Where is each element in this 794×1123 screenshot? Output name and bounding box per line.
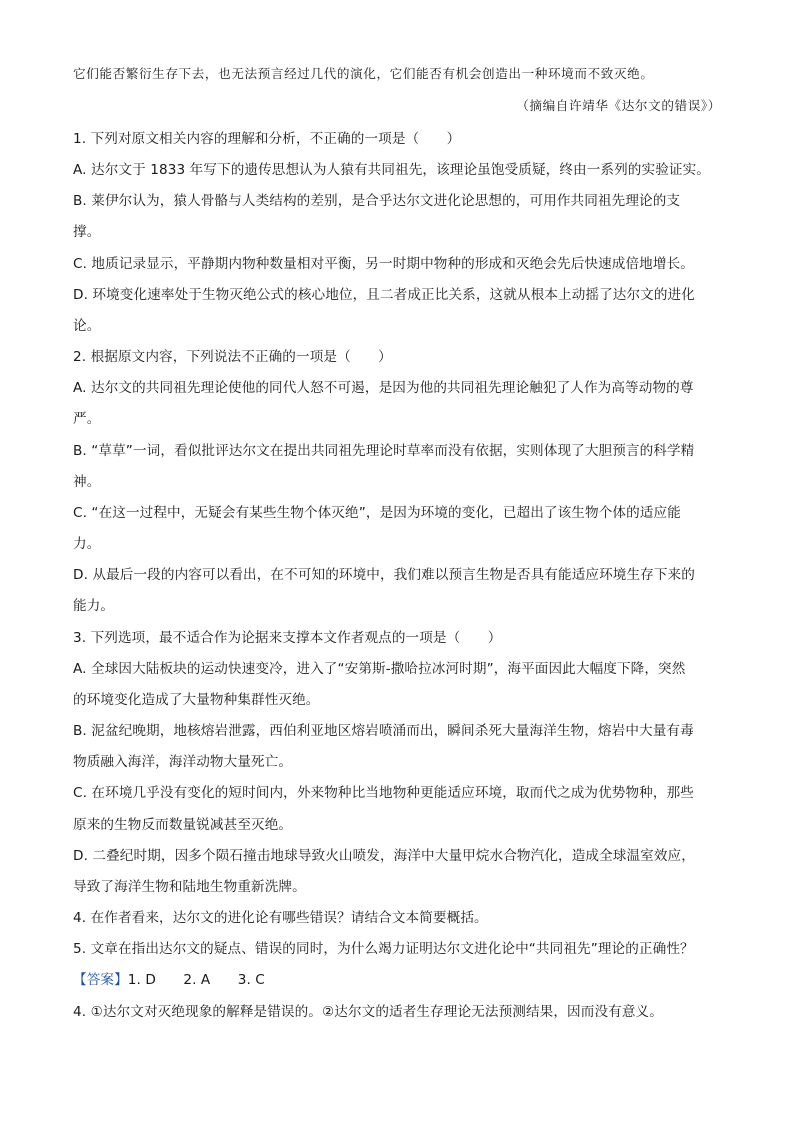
question-2-option-d: D. 从最后一段的内容可以看出，在不可知的环境中，我们难以预言生物是否具有能适应环境生存下来的 <box>73 567 695 583</box>
question-2-option-a: A. 达尔文的共同祖先理论使他的同代人怒不可遏，是因为他的共同祖先理论触犯了人作为高等动物的尊 <box>73 380 694 396</box>
question-2-option-d-cont: 能力。 <box>73 598 115 614</box>
question-2-option-b: B. “草草”一词，看似批评达尔文在提出共同祖先理论时草率而没有依据，实则体现了大胆预言的科学精 <box>73 443 695 459</box>
question-2-option-b-cont: 神。 <box>73 474 101 490</box>
question-2-stem: 2. 根据原文内容，下列说法不正确的一项是（ ） <box>73 349 392 365</box>
source-citation: （摘编自许靖华《达尔文的错误》） <box>516 98 721 113</box>
question-5-stem: 5. 文章在指出达尔文的疑点、错误的同时，为什么竭力证明达尔文进化论中“共同祖先”理论的正确性？ <box>73 941 694 957</box>
question-1-option-a: A. 达尔文于 1833 年写下的遗传思想认为人猿有共同祖先，该理论虽饱受质疑，终由一系列的实验证实。 <box>73 162 710 178</box>
question-4-stem: 4. 在作者看来，达尔文的进化论有哪些错误？请结合文本简要概括。 <box>73 910 488 926</box>
answer-items: 1. D 2. A 3. C <box>127 972 265 988</box>
question-3-stem: 3. 下列选项，最不适合作为论据来支撑本文作者观点的一项是（ ） <box>73 630 502 646</box>
question-3-option-c: C. 在环境几乎没有变化的短时间内，外来物种比当地物种更能适应环境，取而代之成为优势物种，那些 <box>73 785 694 801</box>
question-1-stem: 1. 下列对原文相关内容的理解和分析，不正确的一项是（ ） <box>73 131 461 147</box>
question-3-option-c-cont: 原来的生物反而数量锐减甚至灭绝。 <box>73 817 293 833</box>
question-1-option-b: B. 莱伊尔认为，猿人骨骼与人类结构的差别，是合乎达尔文进化论思想的，可用作共同祖先理论的支 <box>73 193 681 209</box>
question-1-option-c: C. 地质记录显示，平静期内物种数量相对平衡，另一时期中物种的形成和灭绝会先后快速成倍地增长。 <box>73 256 694 272</box>
question-1-option-d: D. 环境变化速率处于生物灭绝公式的核心地位，且二者成正比关系，这就从根本上动摇了达尔文的进化 <box>73 287 695 303</box>
question-1-option-d-cont: 论。 <box>73 318 101 334</box>
question-1-option-b-cont: 撑。 <box>73 224 101 240</box>
question-3-option-d: D. 二叠纪时期，因多个陨石撞击地球导致火山喷发，海洋中大量甲烷水合物汽化，造成全球温室效应， <box>73 848 695 864</box>
question-3-option-a: A. 全球因大陆板块的运动快速变冷，进入了“安第斯-撒哈拉冰河时期”，海平面因此大幅度下降，突然 <box>73 661 686 677</box>
passage-closing-sentence: 它们能否繁衍生存下去，也无法预言经过几代的演化，它们能否有机会创造出一种环境而不致灭绝。 <box>73 66 654 81</box>
answer-label: 【答案】 <box>73 972 128 988</box>
answer-line <box>73 970 265 990</box>
question-2-option-c-cont: 力。 <box>73 536 101 552</box>
question-3-option-a-cont: 的环境变化造成了大量物种集群性灭绝。 <box>73 692 320 708</box>
question-3-option-b-cont: 物质融入海洋，海洋动物大量死亡。 <box>73 754 293 770</box>
question-2-option-a-cont: 严。 <box>73 411 101 427</box>
question-3-option-b: B. 泥盆纪晚期，地核熔岩泄露，西伯利亚地区熔岩喷涌而出，瞬间杀死大量海洋生物，熔岩中大量有毒 <box>73 723 694 739</box>
question-3-option-d-cont: 导致了海洋生物和陆地生物重新洗牌。 <box>73 879 306 895</box>
question-2-option-c: C. “在这一过程中，无疑会有某些生物个体灭绝”，是因为环境的变化，已超出了该生物个体的适应能 <box>73 505 681 521</box>
answer-4: 4. ①达尔文对灭绝现象的解释是错误的。②达尔文的适者生存理论无法预测结果，因而没有意义。 <box>73 1004 663 1020</box>
